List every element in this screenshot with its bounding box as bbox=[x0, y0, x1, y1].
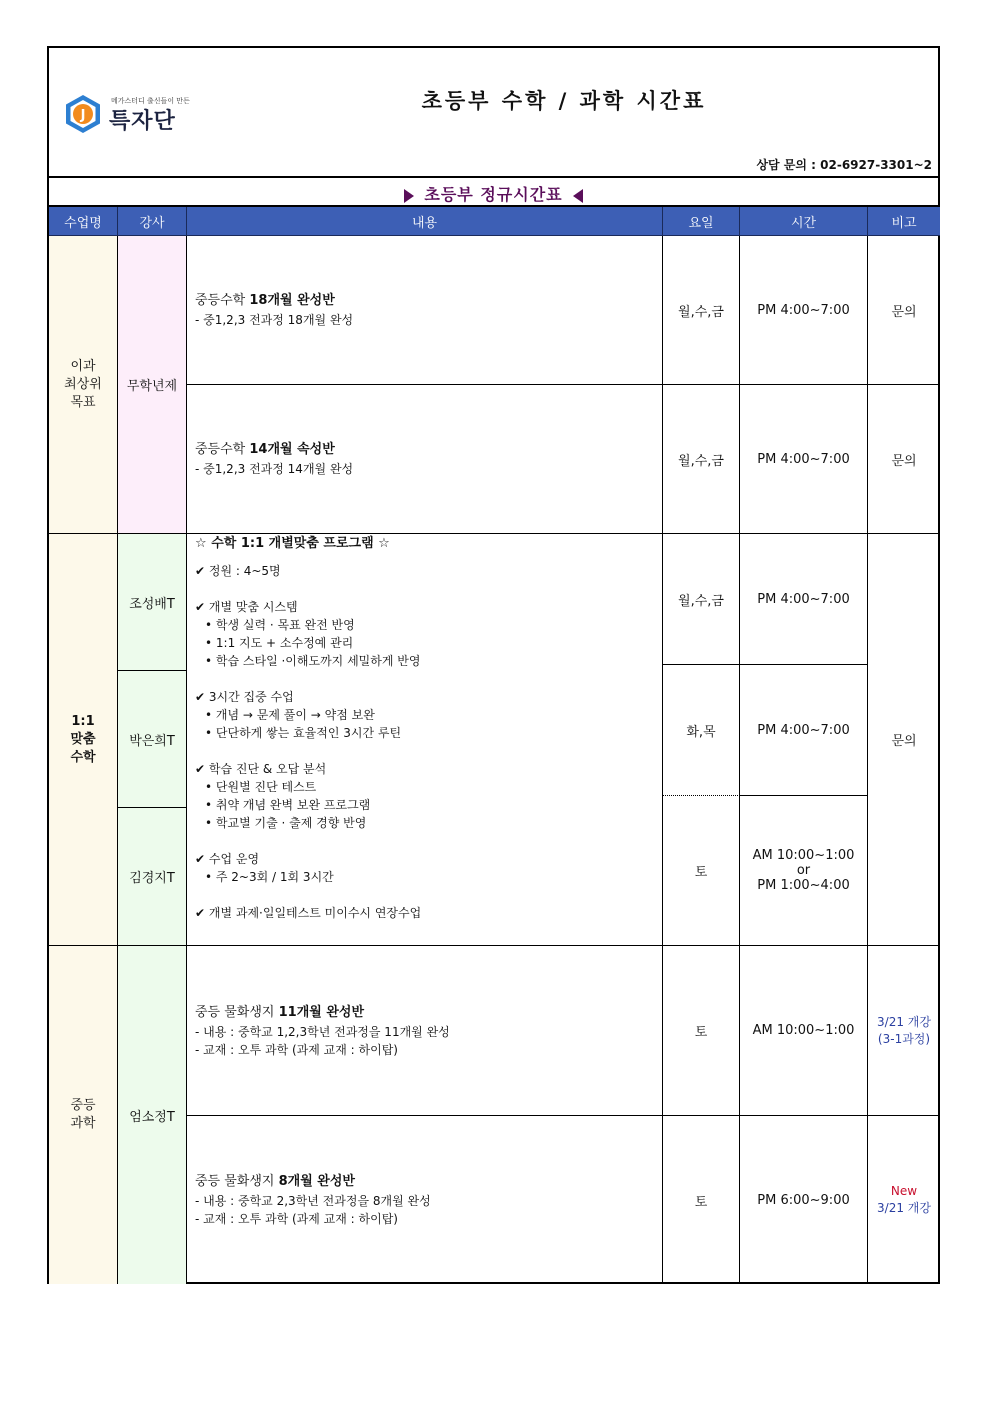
course-detail: - 내용 : 중학교 1,2,3학년 전과정을 11개월 완성 bbox=[195, 1024, 450, 1039]
document-header bbox=[49, 48, 938, 178]
class-name-line: 맞춤 bbox=[70, 731, 96, 747]
col-header-days: 요일 bbox=[663, 207, 740, 236]
logo-letter: J bbox=[80, 108, 86, 123]
course-detail: - 중1,2,3 전과정 14개월 완성 bbox=[195, 462, 354, 476]
section-banner bbox=[49, 178, 938, 207]
days-cell: 토 bbox=[663, 796, 740, 946]
content-cell bbox=[187, 1116, 663, 1284]
course-title: 중등 물화생지 11개월 완성반 bbox=[195, 1004, 365, 1020]
note-cell: 문의 bbox=[868, 236, 940, 385]
days-cell: 월,수,금 bbox=[663, 385, 740, 534]
time-cell bbox=[740, 796, 868, 946]
program-line: ✔ 학습 진단 & 오답 분석 bbox=[195, 762, 327, 776]
logo-name: 특자단 bbox=[109, 109, 176, 134]
program-line: ✔ 개별 맞춤 시스템 bbox=[195, 600, 298, 614]
program-line bbox=[195, 832, 421, 850]
program-title-row bbox=[195, 534, 421, 554]
program-line bbox=[195, 886, 421, 904]
program-line: • 취약 개념 완벽 보완 프로그램 bbox=[205, 798, 371, 812]
teacher-cell: 무학년제 bbox=[118, 236, 187, 534]
course-detail: - 중1,2,3 전과정 18개월 완성 bbox=[195, 313, 354, 327]
course-title: 중등 물화생지 8개월 완성반 bbox=[195, 1174, 355, 1189]
col-header-note: 비고 bbox=[868, 207, 940, 236]
logo bbox=[63, 94, 213, 134]
program-line: ✔ 수업 운영 bbox=[195, 852, 260, 866]
program-line: • 학습 스타일 ·이해도까지 세밀하게 반영 bbox=[205, 654, 421, 668]
new-badge: New bbox=[890, 1184, 918, 1198]
program-line: • 단원별 진단 테스트 bbox=[205, 780, 317, 794]
content-cell bbox=[187, 946, 663, 1116]
program-line: ✔ 정원 : 4~5명 bbox=[195, 564, 281, 578]
time-cell: PM 4:00~7:00 bbox=[740, 385, 868, 534]
teacher-cell: 엄소정T bbox=[118, 946, 187, 1284]
days-cell: 토 bbox=[663, 946, 740, 1116]
time-cell: PM 4:00~7:00 bbox=[740, 665, 868, 796]
col-header-content: 내용 bbox=[187, 207, 663, 236]
star-icon: ☆ bbox=[378, 536, 390, 551]
class-name-cell bbox=[49, 236, 118, 534]
days-cell: 월,수,금 bbox=[663, 236, 740, 385]
program-line: ✔ 3시간 집중 수업 bbox=[195, 690, 294, 704]
class-name-line: 수학 bbox=[70, 749, 96, 765]
program-title: 수학 1:1 개별맞춤 프로그램 bbox=[211, 536, 374, 551]
program-line: • 학교별 기출 · 출제 경향 반영 bbox=[205, 816, 367, 830]
triangle-right-icon bbox=[404, 189, 414, 203]
logo-badge-icon bbox=[63, 94, 103, 134]
course-detail: - 교재 : 오투 과학 (과제 교재 : 하이탑) bbox=[195, 1212, 398, 1226]
star-icon: ☆ bbox=[195, 536, 207, 551]
program-line: • 단단하게 쌓는 효율적인 3시간 루틴 bbox=[205, 726, 402, 740]
course-detail: - 교재 : 오투 과학 (과제 교재 : 하이탑) bbox=[195, 1042, 398, 1057]
time-cell: PM 6:00~9:00 bbox=[740, 1116, 868, 1284]
program-content-cell bbox=[187, 534, 663, 946]
col-header-time: 시간 bbox=[740, 207, 868, 236]
note-cell bbox=[868, 1116, 940, 1284]
timetable-sheet bbox=[47, 46, 940, 1284]
time-cell: AM 10:00~1:00 bbox=[740, 946, 868, 1116]
class-name-line: 목표 bbox=[70, 394, 96, 410]
col-header-class: 수업명 bbox=[49, 207, 118, 236]
teacher-cell: 조성배T bbox=[118, 534, 187, 671]
class-name-line: 1:1 bbox=[71, 713, 95, 729]
section-title: 초등부 정규시간표 bbox=[424, 185, 563, 204]
contact-phone: 상담 문의 : 02-6927-3301~2 bbox=[756, 158, 932, 172]
time-cell: PM 4:00~7:00 bbox=[740, 236, 868, 385]
teacher-cell: 박은희T bbox=[118, 671, 187, 808]
program-line: • 1:1 지도 + 소수정예 관리 bbox=[205, 636, 354, 650]
content-cell bbox=[187, 385, 663, 534]
days-cell: 화,목 bbox=[663, 665, 740, 796]
class-name-cell bbox=[49, 534, 118, 946]
time-cell: PM 4:00~7:00 bbox=[740, 534, 868, 665]
program-line bbox=[195, 670, 421, 688]
page-title: 초등부 수학 / 과학 시간표 bbox=[421, 89, 707, 113]
time-line: AM 10:00~1:00 bbox=[752, 848, 855, 863]
days-cell: 토 bbox=[663, 1116, 740, 1284]
class-name-cell bbox=[49, 946, 118, 1284]
note-cell: 문의 bbox=[868, 534, 940, 946]
teacher-cell: 김경지T bbox=[118, 808, 187, 946]
program-line bbox=[195, 742, 421, 760]
time-line: PM 1:00~4:00 bbox=[757, 878, 850, 893]
course-stage: (3-1과정) bbox=[877, 1031, 931, 1046]
program-line: • 개념 → 문제 풀이 → 약점 보완 bbox=[205, 708, 375, 722]
logo-tagline: 메가스터디 출신들이 만든 bbox=[111, 97, 190, 105]
program-line bbox=[195, 580, 421, 598]
class-name-line: 과학 bbox=[70, 1116, 96, 1131]
class-name-line: 최상위 bbox=[64, 376, 102, 392]
time-line: or bbox=[796, 863, 811, 878]
triangle-left-icon bbox=[573, 189, 583, 203]
course-title: 중등수학 18개월 완성반 bbox=[195, 293, 335, 308]
opening-date: 3/21 개강 bbox=[877, 1201, 931, 1215]
col-header-teacher: 강사 bbox=[118, 207, 187, 236]
program-line: • 학생 실력 · 목표 완전 반영 bbox=[205, 618, 355, 632]
note-cell: 문의 bbox=[868, 385, 940, 534]
class-name-line: 중등 bbox=[70, 1098, 96, 1113]
program-line: • 주 2~3회 / 1회 3시간 bbox=[205, 870, 334, 884]
course-detail: - 내용 : 중학교 2,3학년 전과정을 8개월 완성 bbox=[195, 1194, 431, 1208]
program-line: ✔ 개별 과제·일일테스트 미이수시 연장수업 bbox=[195, 906, 422, 920]
opening-date: 3/21 개강 bbox=[877, 1014, 931, 1029]
days-cell: 월,수,금 bbox=[663, 534, 740, 665]
course-title: 중등수학 14개월 속성반 bbox=[195, 442, 335, 457]
note-cell bbox=[868, 946, 940, 1116]
class-name-line: 이과 bbox=[70, 358, 96, 374]
content-cell bbox=[187, 236, 663, 385]
